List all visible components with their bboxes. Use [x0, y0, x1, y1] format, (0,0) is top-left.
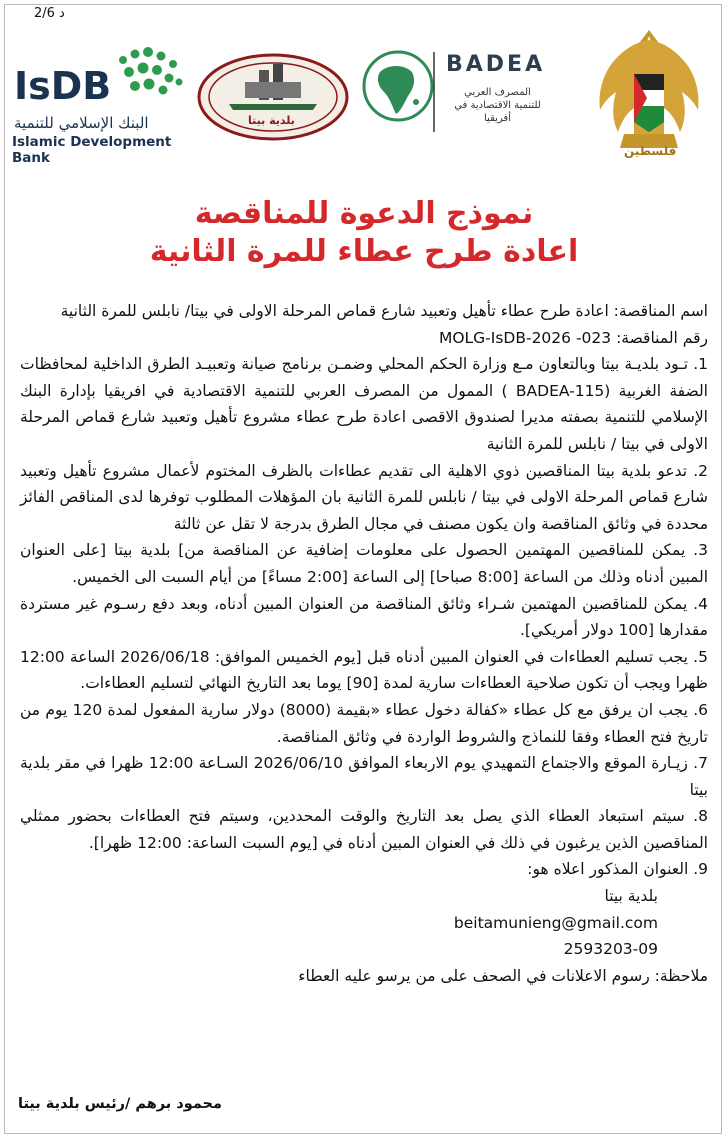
tender-number-label: رقم المناقصة: [616, 328, 708, 347]
clause-4: 4. يمكن للمناقصين المهتمين شـراء وثائق المناقصة من العنوان المبين أدناه، وبعد دفع رسـوم غير مستردة مقدارها [100 دولار أمريكي]. [20, 594, 708, 640]
isdb-english-name: Islamic Development Bank [12, 134, 172, 166]
announcement-title: نموذج الدعوة للمناقصة [194, 196, 534, 231]
note: ملاحظة: رسوم الاعلانات في الصحف على من يرسو عليه العطاء [298, 966, 708, 985]
palestine-text: فلسطين [624, 144, 677, 158]
clause-5: 5. يجب تسليم العطاءات في العنوان المبين أدناه قبل [يوم الخميس الموافق: 2026/06/18 الساعة 12:00 ظهرا ويجب أن تكون صلاحية العطاءات سارية لمدة [90] يوما بعد التاريخ النهائي لتسليم العطاءات. [20, 647, 708, 693]
address-name: بلدية بيتا [604, 887, 658, 906]
tender-name: اسم المناقصة: اعادة طرح عطاء تأهيل وتعبيد شارع قماص المرحلة الاولى في بيتا/ نابلس للمرة الثانية [60, 302, 708, 320]
badea-logo [358, 42, 578, 142]
clause-1: 1. تـود بلديـة بيتا وبالتعاون مـع وزارة الحكم المحلي وضمـن برنامج صيانة وتعبيـد الطرق الداخلية لمحافظات الضفة الغربية (BADEA-115 ) الممول من المصرف العربي للتنمية الاقتصادية في افريقيا بإدارة البنك الإسلامي للتنمية بصفته مديرا لصندوق الاقصى اعادة طرح عطاء مشروع تأهيل وتعبيد شارع قماص المرحلة الاولى في بيتا / نابلس للمرة الثانية [20, 355, 708, 453]
page-number: د 2/6 [34, 6, 65, 21]
clause-3: 3. يمكن للمناقصين المهتمين الحصول على معلومات إضافية عن المناقصة من] بلدية بيتا [على العنوان المبين أدناه وذلك من الساعة [8:00 صباحا] إلى الساعة [2:00 مساءً] من أيام السبت الى الخميس. [20, 541, 708, 586]
isdb-arabic-name: البنك الإسلامي للتنمية [14, 114, 149, 132]
signature: محمود برهم /رئيس بلدية بيتا [18, 1096, 222, 1112]
clause-8: 8. سيتم استبعاد العطاء الذي يصل بعد التاريخ والوقت المحددين، وسيتم فتح العطاءات بحضور ممثلي المناقصين الذين يرغبون في ذلك في العنوان المبين أدناه في [يوم السبت الساعة: 12:00 ظهرا]. [20, 807, 708, 852]
address-email-text[interactable]: beitamunieng@gmail.com [453, 913, 658, 932]
clause-7: 7. زيـارة الموقع والاجتماع التمهيدي يوم الاربعاء الموافق 2026/06/10 السـاعة 12:00 ظهرا في مقر بلدية بيتا [20, 754, 708, 799]
isdb-logo [8, 42, 193, 166]
address-phone [20, 936, 708, 963]
clause-6: 6. يجب ان يرفق مع كل عطاء «كفالة دخول عطاء «بقيمة (8000) دولار سارية المفعول لمدة 120 يوم من تاريخ فتح العطاء وفقا للنماذج والشروط الواردة في وثائق المناقصة. [20, 700, 708, 746]
isdb-name: IsDB [14, 64, 112, 108]
logo-row [8, 22, 720, 172]
badea-name: BADEA [446, 52, 546, 77]
tender-number-line [20, 325, 708, 352]
announcement-subtitle: اعادة طرح عطاء للمرة الثانية [149, 234, 579, 269]
tender-number: MOLG-IsDB-2026 -023 [438, 328, 612, 347]
announcement-body [20, 298, 708, 989]
palestine-emblem-logo [590, 22, 708, 170]
beita-municipality-seal-logo [193, 52, 353, 142]
address-phone-text: 2593203-09 [563, 940, 658, 959]
address-email[interactable] [20, 910, 708, 937]
badea-arabic-name: المصرف العربي للتنمية الاقتصادية في أفريقيا [454, 87, 541, 124]
clause-9: 9. العنوان المذكور اعلاه هو: [527, 860, 708, 879]
beita-seal-text: بلدية بيتا [248, 114, 295, 127]
clause-2: 2. تدعو بلدية بيتا المناقصين ذوي الاهلية الى تقديم عطاءات بالظرف المختوم لأعمال مشروع تأهيل وتعبيد شارع قماص المرحلة الاولى في بيتا / نابلس للمرة الثانية بان المؤهلات المطلوب توفرها لدى المناقص الفائز محددة في وثائق المناقصة وان يكون مصنف في مجال الطرق بدرجة لا تقل عن ثالثة [20, 461, 708, 533]
